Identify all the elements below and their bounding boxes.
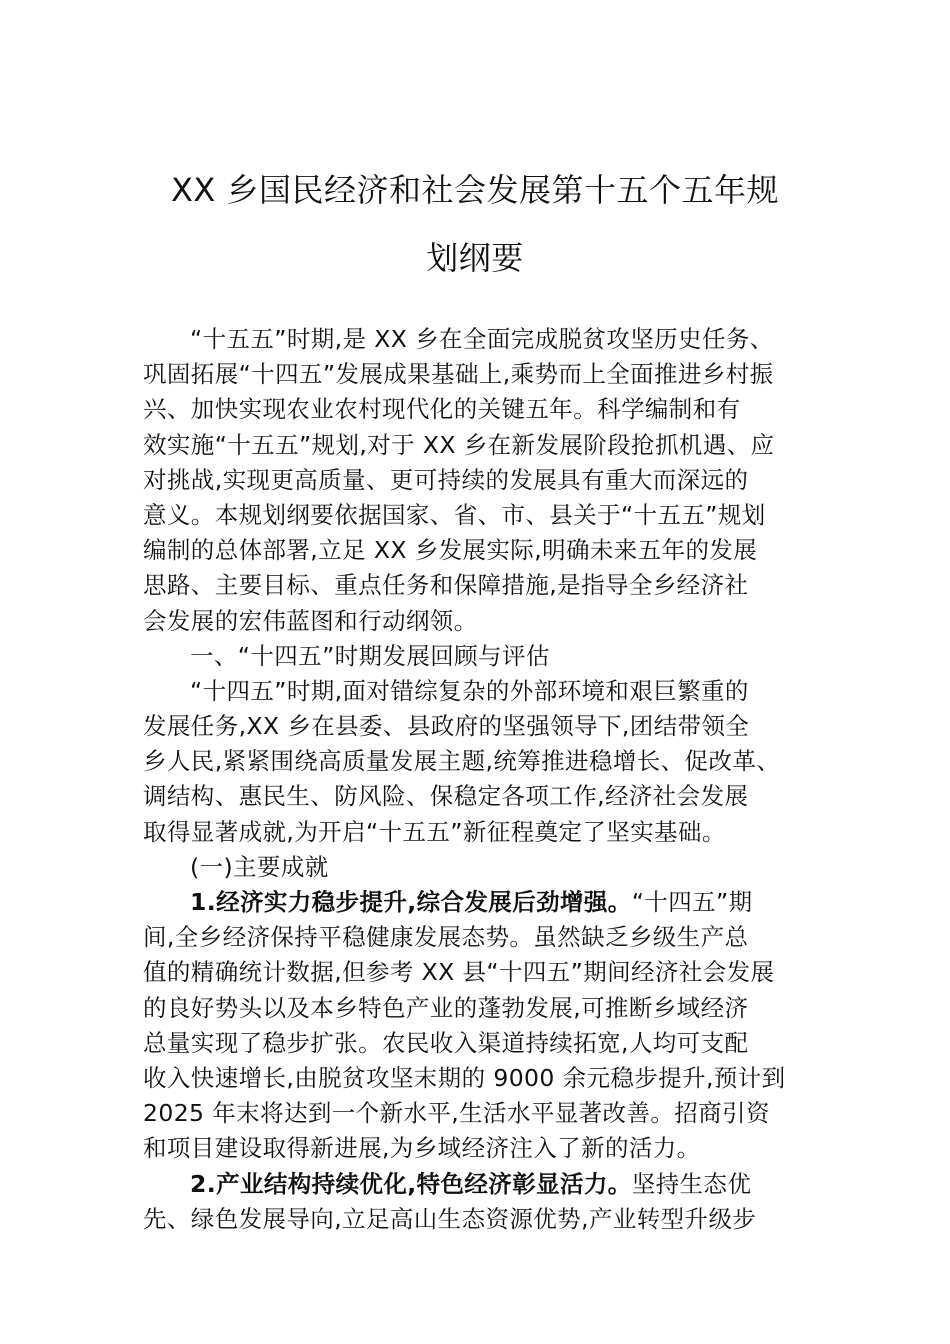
text-line: 兴、加快实现农业农村现代化的关键五年。科学编制和有	[143, 395, 741, 424]
text-line: 取得显著成就,为开启“十五五”新征程奠定了坚实基础。	[143, 817, 726, 846]
text-line: 间,全乡经济保持平稳健康发展态势。虽然缺乏乡级生产总	[143, 923, 749, 952]
text-line: “十四五”时期,面对错综复杂的外部环境和艰巨繁重的	[190, 676, 749, 705]
document-body	[143, 322, 823, 1237]
title-line-2: 划纲要	[426, 239, 524, 277]
text-line: 调结构、惠民生、防风险、保稳定各项工作,经济社会发展	[143, 782, 749, 811]
text-line	[143, 1167, 823, 1202]
text-line: 发展任务,XX 乡在县委、县政府的坚强领导下,团结带领全	[143, 712, 750, 741]
text-line: 思路、主要目标、重点任务和保障措施,是指导全乡经济社	[143, 571, 749, 600]
item-1-first-line: “十四五”期	[631, 888, 753, 916]
text-line: 编制的总体部署,立足 XX 乡发展实际,明确未来五年的发展	[143, 536, 758, 565]
paragraph-review	[143, 674, 823, 850]
text-line: 乡人民,紧紧围绕高质量发展主题,统筹推进稳增长、促改革、	[143, 747, 781, 776]
text-line: 意义。本规划纲要依据国家、省、市、县关于“十五五”规划	[143, 500, 766, 529]
text-line: 巩固拓展“十四五”发展成果基础上,乘势而上全面推进乡村振	[143, 360, 774, 389]
paragraph-intro	[143, 322, 823, 639]
item-1-lead: 1.经济实力稳步提升,综合发展后劲增强。	[190, 888, 632, 916]
text-line: 收入快速增长,由脱贫攻坚末期的 9000 余元稳步提升,预计到	[143, 1063, 786, 1092]
item-2-paragraph	[143, 1167, 823, 1237]
document-title	[140, 156, 810, 292]
text-line: 2025 年末将达到一个新水平,生活水平显著改善。招商引资	[143, 1099, 770, 1128]
text-line: 效实施“十五五”规划,对于 XX 乡在新发展阶段抢抓机遇、应	[143, 430, 775, 459]
item-1-paragraph	[143, 885, 823, 1167]
text-line: 先、绿色发展导向,立足高山生态资源优势,产业转型升级步	[143, 1204, 757, 1233]
section-heading: 一、“十四五”时期发展回顾与评估	[190, 641, 550, 670]
item-2-first-line: 坚持生态优	[631, 1169, 752, 1198]
text-line: 会发展的宏伟蓝图和行动纲领。	[143, 606, 478, 635]
text-line: “十五五”时期,是 XX 乡在全面完成脱贫攻坚历史任务、	[190, 325, 774, 353]
text-line: 值的精确统计数据,但参考 XX 县“十四五”期间经济社会发展	[143, 958, 775, 987]
item-2-lead: 2.产业结构持续优化,特色经济彰显活力。	[190, 1169, 632, 1198]
subsection-heading: (一)主要成就	[190, 852, 329, 881]
title-line-1: XX 乡国民经济和社会发展第十五个五年规	[170, 171, 780, 209]
text-line: 和项目建设取得新进展,为乡域经济注入了新的活力。	[143, 1134, 701, 1163]
text-line	[143, 885, 823, 920]
text-line: 的良好势头以及本乡特色产业的蓬勃发展,可推断乡域经济	[143, 993, 749, 1022]
text-line: 对挑战,实现更高质量、更可持续的发展具有重大而深远的	[143, 465, 749, 494]
text-line: 总量实现了稳步扩张。农民收入渠道持续拓宽,人均可支配	[143, 1028, 749, 1057]
